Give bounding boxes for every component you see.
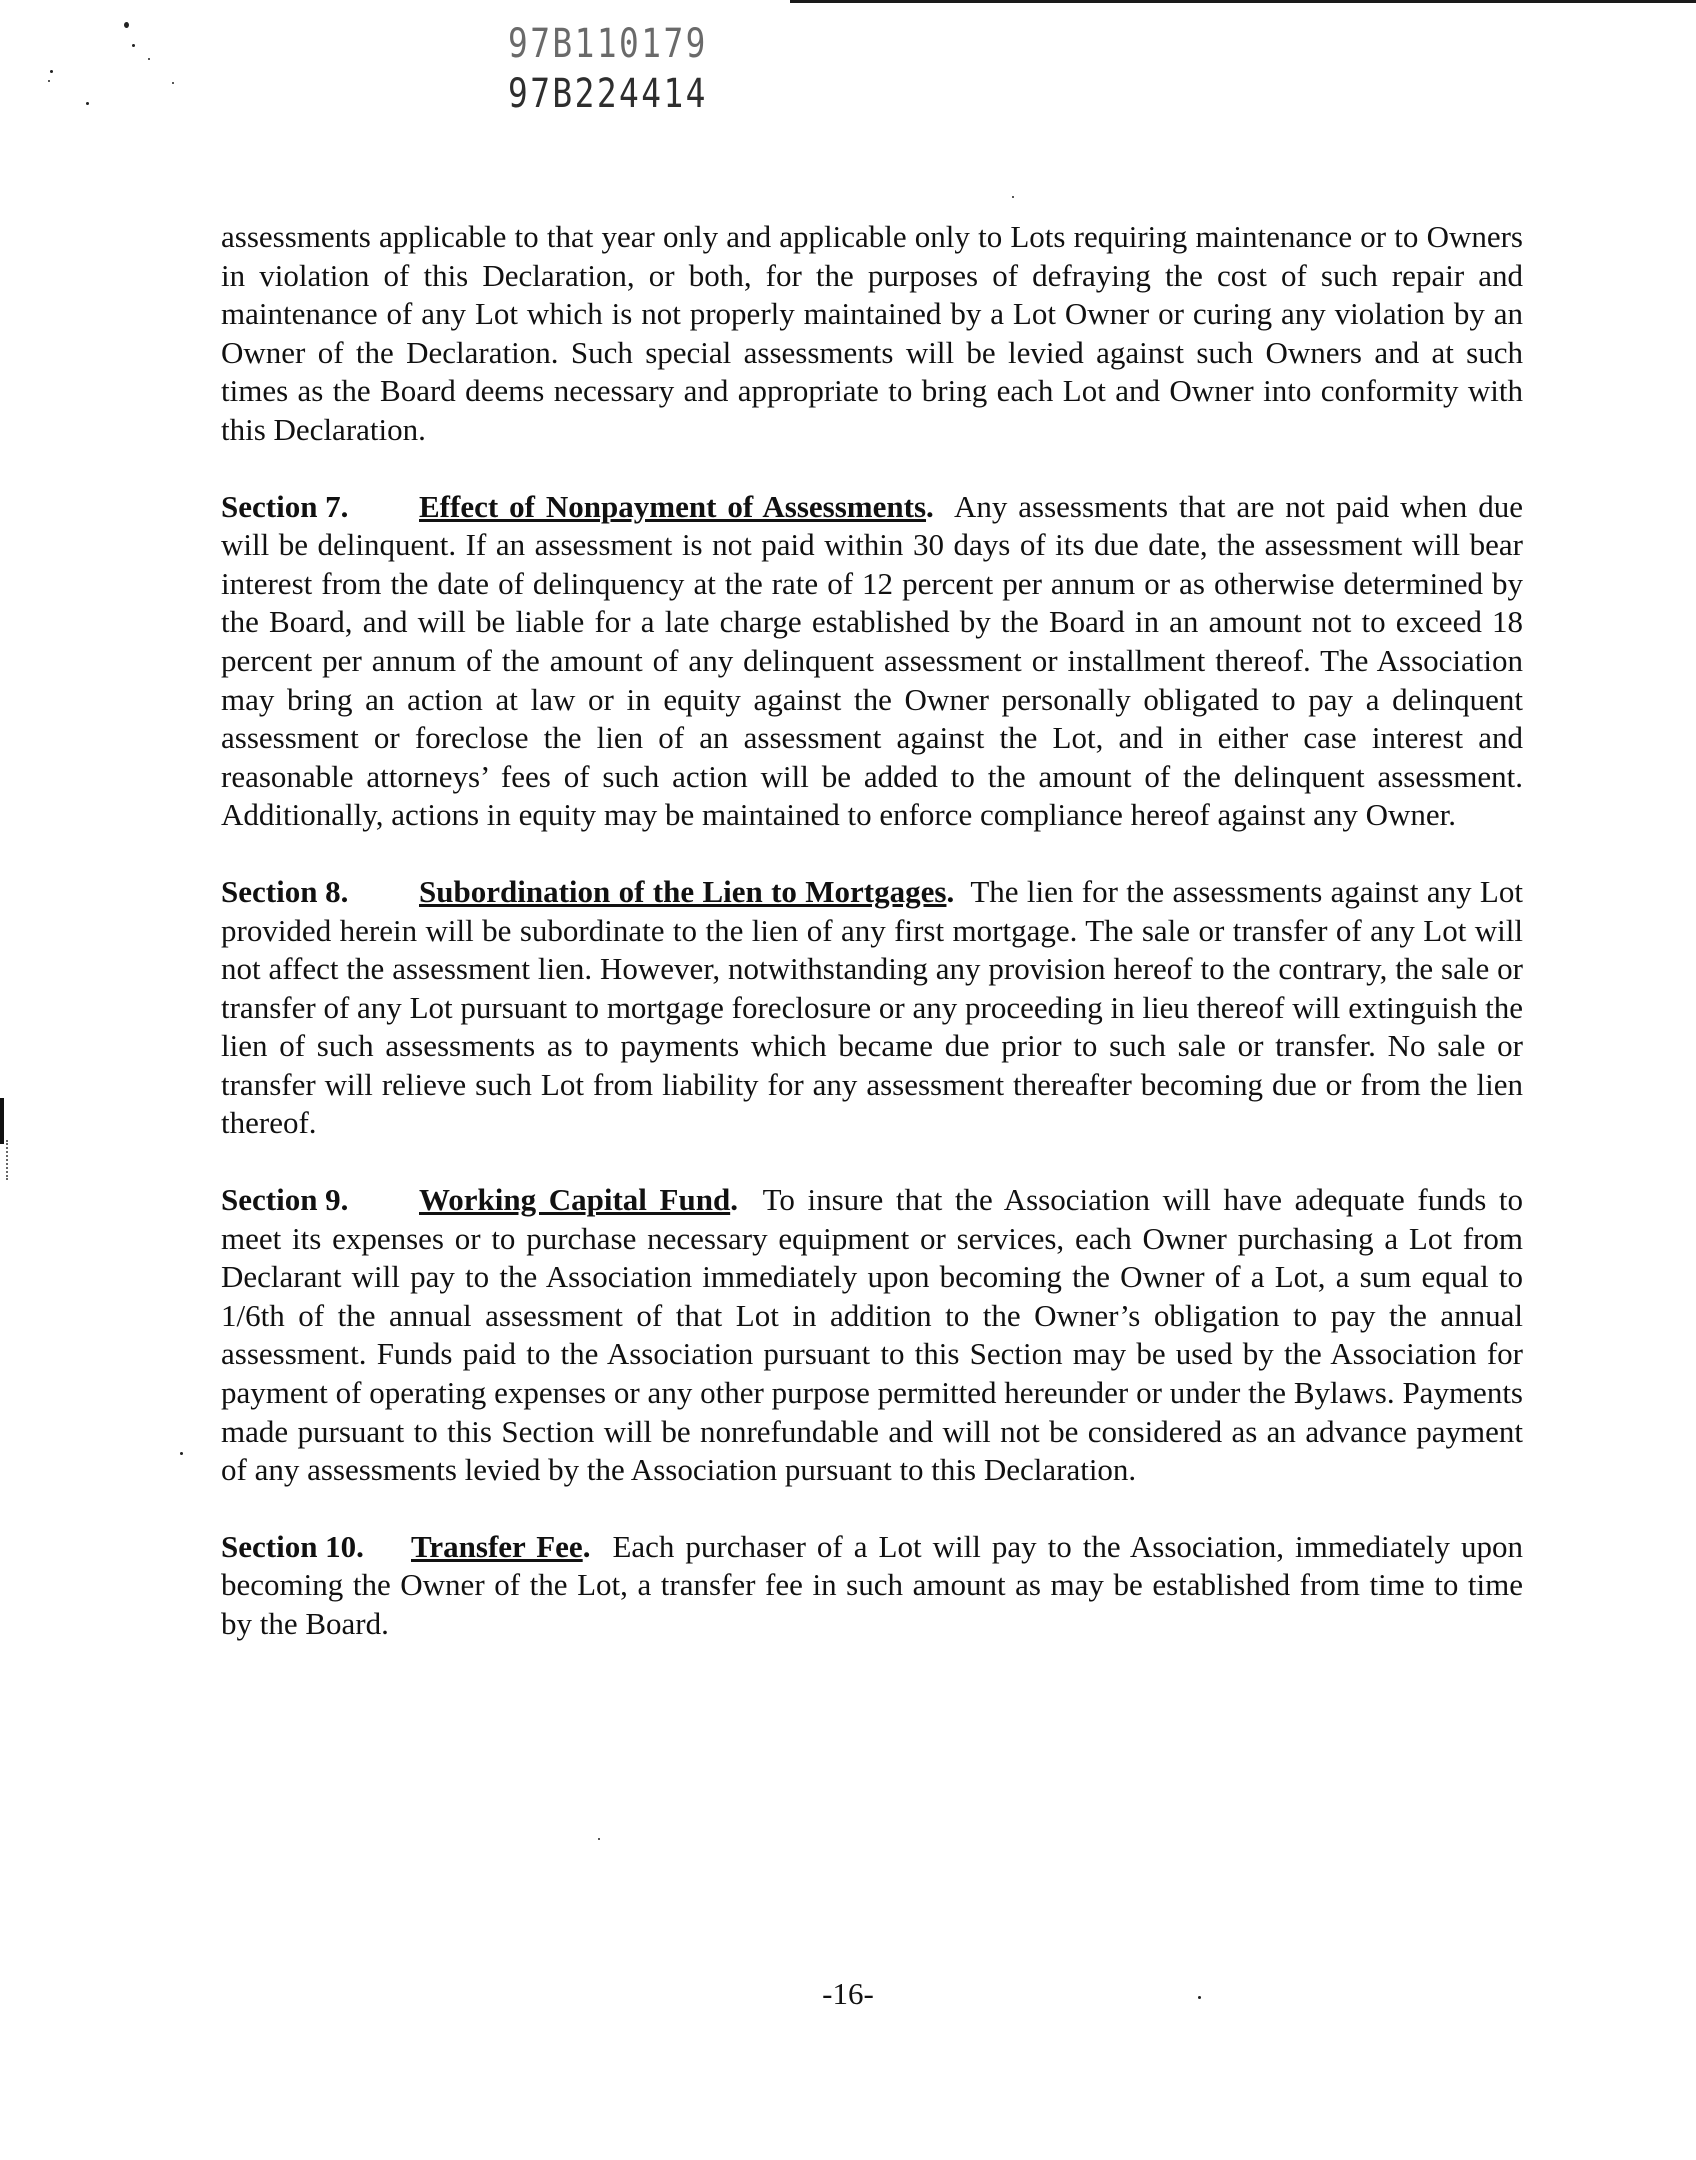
margin-scan-dots bbox=[6, 1140, 10, 1180]
scan-speck bbox=[1012, 196, 1014, 198]
section-title: Subordination of the Lien to Mortgages bbox=[419, 873, 947, 909]
section-9: Section 9. Working Capital Fund. To insure that the Association will have adequate funds to meet its expenses or to purchase necessary equipment or services, each Owner purchasing a Lot from Declarant will pay to the Association immediately upon becoming the Owner of a Lot, a sum equal to 1/6th of the annual assessment of that Lot in addition to the Owner’s obligation to pay the annual assessment. Funds paid to the Association pursuant to this Section may be used by the Association for payment of operating expenses or any other purpose permitted hereunder or under the Bylaws. Payments made pursuant to this Section will be nonrefundable and will not be considered as an advance payment of any assessments levied by the Association pursuant to this Declaration. bbox=[221, 1182, 1523, 1488]
section-10: Section 10. Transfer Fee. Each purchaser of a Lot will pay to the Association, immediately upon becoming the Owner of the Lot, a transfer fee in such amount as may be established from time to time by the Board. bbox=[221, 1528, 1523, 1641]
section-number: Section 10. bbox=[221, 1528, 364, 1564]
section-7: Section 7. Effect of Nonpayment of Assessments. Any assessments that are not paid when due will be delinquent. If an assessment is not paid within 30 days of its due date, the assessment will bear interest from the date of delinquency at the rate of 12 percent per annum or as otherwise determined by the Board, and will be liable for a late charge established by the Board in an amount not to exceed 18 percent per annum of the amount of any delinquent assessment or installment thereof. The Association may bring an action at law or in equity against the Owner personally obligated to pay a delinquent assessment or foreclose the lien of an assessment against the Lot, and in either case interest and reasonable attorneys’ fees of such action will be added to the amount of the delinquent assessment. Additionally, actions in equity may be maintained to enforce compliance hereof against any Owner. bbox=[221, 488, 1523, 833]
paragraph-intro bbox=[221, 218, 1523, 450]
section-number: Section 8. bbox=[221, 873, 349, 909]
scan-speck bbox=[86, 102, 89, 105]
scan-speck bbox=[124, 22, 129, 28]
page-number: -16- bbox=[822, 1976, 874, 2011]
section-text: The lien for the assessments against any Lot provided herein will be subordinate to the lien of any first mortgage. The sale or transfer of any Lot will not affect the assessment lien. However, notwithstanding any provision hereof to the contrary, the sale or transfer of any Lot pursuant to mortgage foreclosure or any proceeding in lieu thereof will extinguish the lien of such assessments as to payments which became due prior to such sale or transfer. No sale or transfer will relieve such Lot from liability for any assessment thereafter becoming due or from the lien thereof. bbox=[221, 873, 1523, 1141]
document-body bbox=[221, 218, 1523, 1682]
section-title: Working Capital Fund bbox=[419, 1182, 731, 1218]
recording-stamp-2: 97B224414 bbox=[508, 71, 708, 117]
scan-speck bbox=[598, 1838, 600, 1840]
margin-scan-mark bbox=[0, 1098, 4, 1144]
scan-speck bbox=[148, 58, 150, 60]
scan-speck bbox=[172, 82, 174, 84]
section-number: Section 9. bbox=[221, 1182, 349, 1218]
scan-speck bbox=[48, 80, 50, 82]
paragraph-text: assessments applicable to that year only and applicable only to Lots requiring maintenance or to Owners in violation of this Declaration, or both, for the purposes of defraying the cost of such repair and maintenance of any Lot which is not properly maintained by a Lot Owner or curing any violation by an Owner of the Declaration. Such special assessments will be levied against such Owners and at such times as the Board deems necessary and appropriate to bring each Lot and Owner into conformity with this Declaration. bbox=[221, 219, 1523, 447]
section-8: Section 8. Subordination of the Lien to Mortgages. The lien for the assessments against any Lot provided herein will be subordinate to the lien of any first mortgage. The sale or transfer of any Lot will not affect the assessment lien. However, notwithstanding any provision hereof to the contrary, the sale or transfer of any Lot pursuant to mortgage foreclosure or any proceeding in lieu thereof will extinguish the lien of such assessments as to payments which became due prior to such sale or transfer. No sale or transfer will relieve such Lot from liability for any assessment thereafter becoming due or from the lien thereof. bbox=[221, 873, 1523, 1141]
scan-speck bbox=[50, 70, 53, 73]
scan-speck bbox=[180, 1452, 183, 1455]
section-title: Transfer Fee bbox=[411, 1528, 583, 1564]
section-number: Section 7. bbox=[221, 488, 349, 524]
section-text: To insure that the Association will have adequate funds to meet its expenses or to purchase necessary equipment or services, each Owner purchasing a Lot from Declarant will pay to the Association immediately upon becoming the Owner of a Lot, a sum equal to 1/6th of the annual assessment of that Lot in addition to the Owner’s obligation to pay the annual assessment. Funds paid to the Association pursuant to this Section may be used by the Association for payment of operating expenses or any other purpose permitted hereunder or under the Bylaws. Payments made pursuant to this Section will be nonrefundable and will not be considered as an advance payment of any assessments levied by the Association pursuant to this Declaration. bbox=[221, 1182, 1523, 1488]
section-text: Any assessments that are not paid when due will be delinquent. If an assessment is not paid within 30 days of its due date, the assessment will bear interest from the date of delinquency at the rate of 12 percent per annum or as otherwise determined by the Board, and will be liable for a late charge established by the Board in an amount not to exceed 18 percent per annum of the amount of any delinquent assessment or installment thereof. The Association may bring an action at law or in equity against the Owner personally obligated to pay a delinquent assessment or foreclose the lien of an assessment against the Lot, and in either case interest and reasonable attorneys’ fees of such action will be added to the amount of the delinquent assessment. Additionally, actions in equity may be maintained to enforce compliance hereof against any Owner. bbox=[221, 488, 1523, 833]
section-title: Effect of Nonpayment of Assessments bbox=[419, 488, 927, 524]
scan-speck bbox=[132, 44, 135, 47]
section-text: Each purchaser of a Lot will pay to the Association, immediately upon becoming the Owner of the Lot, a transfer fee in such amount as may be established from time to time by the Board. bbox=[221, 1528, 1523, 1641]
top-edge-rule bbox=[790, 0, 1696, 3]
recording-stamp-1: 97B110179 bbox=[508, 21, 708, 67]
